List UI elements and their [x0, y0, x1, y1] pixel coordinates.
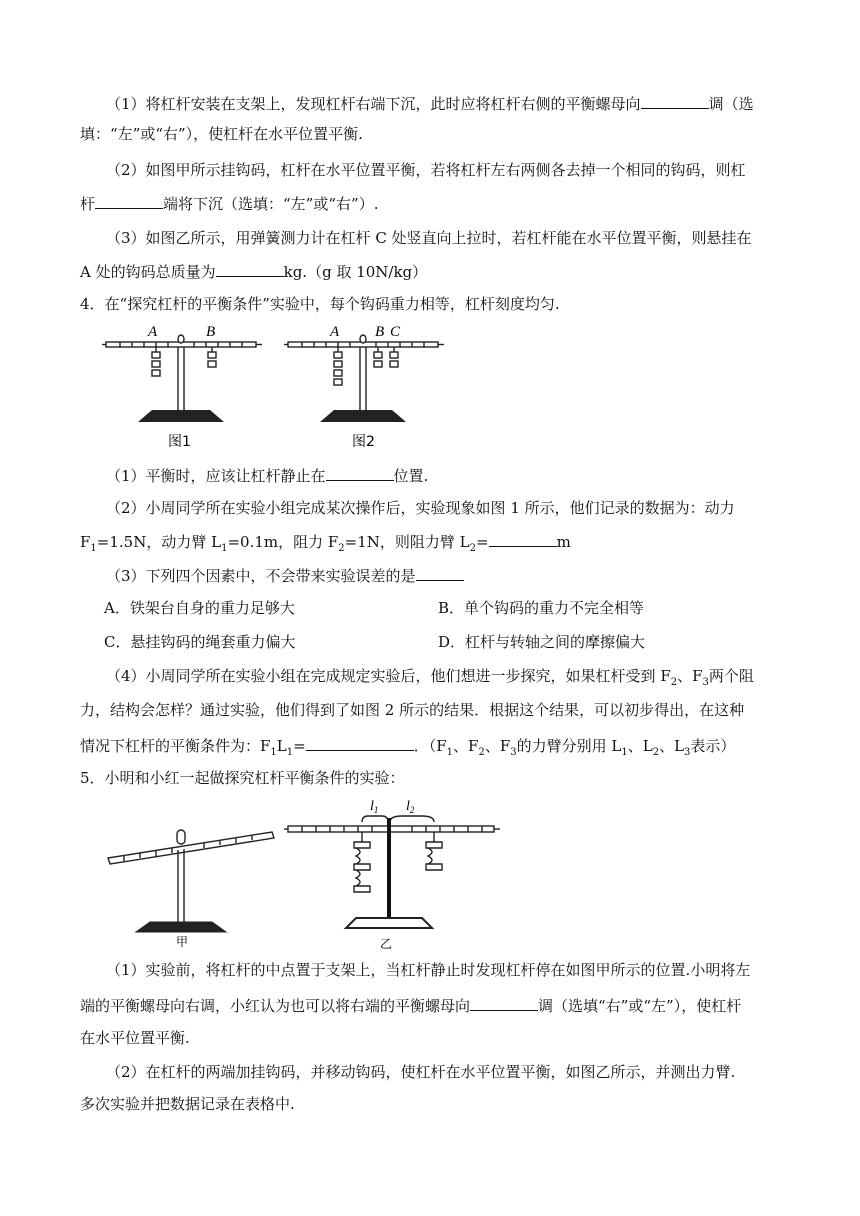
lever-figure-2 — [282, 322, 452, 457]
q3-p3-text: （3）如图乙所示，用弹簧测力计在杠杆 C 处竖直向上拉时，若杠杆能在水平位置平衡，则悬挂在 — [106, 229, 752, 247]
q4-p3-text: （3）下列四个因素中，不会带来实验误差的是 — [106, 567, 416, 585]
q5-part2-line2 — [80, 1094, 295, 1114]
q5-part1-line2 — [80, 994, 741, 1016]
q3-p2-text: （2）如图甲所示挂钩码，杠杆在水平位置平衡，若将杠杆左右两侧各去掉一个相同的钩码，则杠 — [106, 161, 746, 179]
q3-part2-line2 — [80, 192, 378, 214]
figure-caption: 乙 — [380, 937, 393, 951]
q3-p2-text-b: 杆 — [80, 195, 96, 213]
stand-base — [346, 918, 432, 928]
answer-blank[interactable] — [416, 564, 464, 581]
q5-stem — [80, 768, 405, 788]
label-a: A — [148, 324, 158, 340]
q4-p4-text-l: 、L — [627, 737, 653, 755]
answer-blank[interactable] — [326, 464, 394, 481]
lever-figure-jia — [104, 818, 284, 948]
option-d-text: D．杠杆与转轴之间的摩擦偏大 — [438, 633, 646, 651]
stand-base — [320, 410, 406, 422]
figure-caption: 甲 — [176, 935, 189, 948]
label-b: B — [206, 324, 216, 340]
q4-part4-line3 — [80, 734, 735, 763]
q4-p2-text-c: =0.1m，阻力 F — [227, 533, 339, 551]
stand-base — [138, 410, 224, 422]
q4-p2-text-e: = — [476, 533, 489, 551]
answer-blank[interactable] — [216, 260, 284, 277]
q4-p4-text-i: 、F — [453, 737, 479, 755]
q3-p2-text-c: 端将下沉（选填：“左”或“右”）. — [163, 195, 379, 213]
lever-figure-yi — [282, 796, 512, 952]
subscript: 1 — [270, 747, 277, 758]
label-c: C — [390, 324, 401, 340]
q4-p4-text-e: 情况下杠杆的平衡条件为：F — [80, 737, 271, 755]
subscript: 1 — [221, 543, 228, 554]
q4-part1 — [106, 464, 428, 486]
q4-p4-text-b: 、F — [677, 667, 703, 685]
subscript: 2 — [338, 543, 345, 554]
q5-p1-text: （1）实验前，将杠杆的中点置于支架上，当杠杆静止时发现杠杆停在如图甲所示的位置.小明将左 — [106, 961, 751, 979]
q4-p1-text-b: 位置. — [393, 467, 429, 485]
option-b-text: B．单个钩码的重力不完全相等 — [438, 599, 645, 617]
q4-p4-text-c: 两个阻 — [708, 667, 754, 685]
q4-part4-line2 — [80, 700, 744, 720]
label-l1: $l_1$ — [370, 799, 379, 815]
figure-caption: 图2 — [352, 434, 375, 450]
option-d[interactable] — [438, 632, 645, 652]
subscript: 2 — [670, 677, 678, 688]
q4-p1-text: （1）平衡时，应该让杠杆静止在 — [106, 467, 326, 485]
q4-stem-text: 4．在“探究杠杆的平衡条件”实验中，每个钩码重力相等，杠杆刻度均匀. — [80, 295, 560, 313]
q5-part2-line1 — [106, 1062, 735, 1082]
q4-part4-line1 — [106, 666, 754, 693]
q4-p4-text: （4）小周同学所在实验小组在完成规定实验后，他们想进一步探究，如果杠杆受到 F — [106, 667, 671, 685]
q4-p2-text-d: =1N，则阻力臂 L — [344, 533, 470, 551]
q3-p3-text-b: A 处的钩码总质量为 — [80, 263, 216, 281]
answer-blank[interactable] — [470, 994, 538, 1011]
q4-p2-f: F — [80, 533, 91, 551]
subscript: 1 — [90, 543, 97, 554]
label-a: A — [330, 324, 340, 340]
subscript: 3 — [510, 747, 517, 758]
option-a[interactable] — [104, 598, 295, 618]
q3-part1-line2 — [80, 124, 363, 144]
figure-caption: 图1 — [168, 434, 191, 450]
q3-p3-text-c: kg.（g 取 10N/kg） — [283, 263, 428, 281]
q4-p4-text-m: 、L — [659, 737, 685, 755]
subscript: 1 — [621, 747, 628, 758]
q4-part3 — [106, 564, 464, 586]
q4-p4-text-g: = — [293, 737, 306, 755]
option-b[interactable] — [438, 598, 644, 618]
answer-blank[interactable] — [306, 734, 414, 751]
q3-p1-text-b: 调（选 — [708, 95, 754, 113]
q4-p4-text-j: 、F — [484, 737, 511, 755]
q5-stem-text: 5．小明和小红一起做探究杠杆平衡条件的实验： — [80, 769, 405, 787]
label-b: B — [375, 324, 385, 340]
q4-p4-text-k: 的力臂分别用 L — [516, 737, 622, 755]
q4-p4-text-h: ．（F — [413, 737, 447, 755]
q4-p4-text-n: 表示） — [690, 737, 736, 755]
answer-blank[interactable] — [95, 192, 163, 209]
answer-blank[interactable] — [489, 530, 557, 547]
q5-p2-text-b: 多次实验并把数据记录在表格中. — [80, 1095, 295, 1113]
q4-part2-line1 — [106, 498, 735, 518]
q5-p2-text: （2）在杠杆的两端加挂钩码，并移动钩码，使杠杆在水平位置平衡，如图乙所示，并测出力臂. — [106, 1063, 736, 1081]
q3-part3-line1 — [106, 228, 752, 248]
stand-base — [136, 922, 226, 932]
subscript: 1 — [286, 747, 294, 758]
q4-p2-text: （2）小周同学所在实验小组完成某次操作后，实验现象如图 1 所示，他们记录的数据为：动力 — [106, 499, 735, 517]
q5-part1-line3 — [80, 1028, 190, 1048]
q4-p2-unit: m — [556, 533, 571, 551]
answer-blank[interactable] — [641, 92, 709, 109]
q4-part2-line2 — [80, 530, 571, 559]
q4-p4-text-f: L — [276, 737, 287, 755]
q3-part1-line1 — [106, 92, 754, 114]
option-a-text: A．铁架台自身的重力足够大 — [104, 599, 295, 617]
q4-p4-text-d: 力，结构会怎样？通过实验，他们得到了如图 2 所示的结果．根据这个结果，可以初步得出，在这种 — [80, 701, 745, 719]
q5-p1-text-d: 在水平位置平衡. — [80, 1029, 190, 1047]
label-l2: $l_2$ — [406, 799, 415, 815]
q5-p1-text-b: 端的平衡螺母向右调，小红认为也可以将右端的平衡螺母向 — [80, 997, 471, 1015]
q3-part2-line1 — [106, 160, 746, 180]
subscript: 3 — [702, 677, 709, 688]
q3-p1-text-c: 填：“左”或“右”），使杠杆在水平位置平衡. — [80, 125, 363, 143]
subscript: 2 — [652, 747, 660, 758]
q5-part1-line1 — [106, 960, 750, 980]
q3-part3-line2 — [80, 260, 427, 282]
subscript: 2 — [469, 543, 476, 554]
option-c-text: C．悬挂钩码的绳套重力偏大 — [104, 633, 296, 651]
q4-stem — [80, 294, 560, 314]
subscript: 3 — [684, 747, 691, 758]
q5-p1-text-c: 调（选填“右”或“左”），使杠杆 — [538, 997, 742, 1015]
subscript: 1 — [446, 747, 454, 758]
q3-p1-text: （1）将杠杆安装在支架上，发现杠杆右端下沉，此时应将杠杆右侧的平衡螺母向 — [106, 95, 641, 113]
option-c[interactable] — [104, 632, 295, 652]
subscript: 2 — [478, 747, 485, 758]
tilted-lever — [108, 832, 274, 864]
lever-figure-1 — [100, 322, 270, 457]
q4-p2-text-b: =1.5N，动力臂 L — [96, 533, 222, 551]
